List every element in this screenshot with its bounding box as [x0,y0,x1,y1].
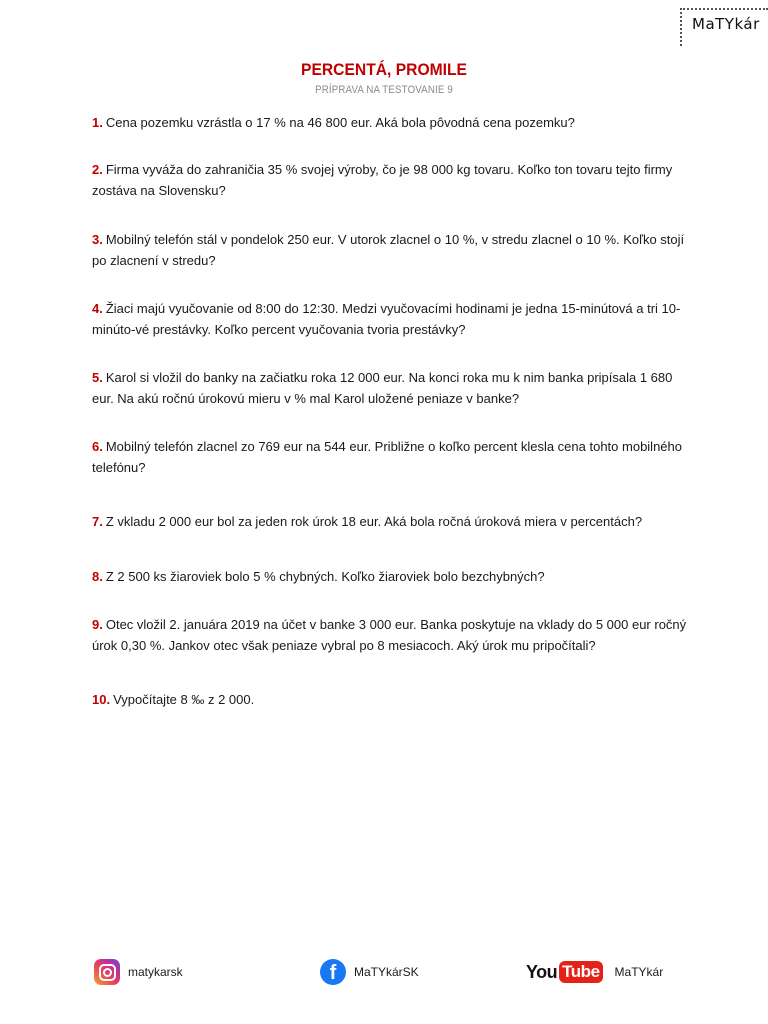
instagram-icon [94,959,120,985]
task-number: 7. [92,514,103,529]
task-item [92,229,692,271]
facebook-label: MaTYkárSK [354,965,419,979]
task-item [92,614,692,656]
youtube-link[interactable] [526,958,663,986]
task-number: 5. [92,370,103,385]
task-text: Karol si vložil do banky na začiatku roka 12 000 eur. Na konci roka mu k nim banka pripísala 1 680 eur. Na akú ročnú úrokovú mieru v % mal Karol uložené peniaze v banke? [92,370,673,406]
task-item [92,689,692,710]
instagram-label: matykarsk [128,965,183,979]
task-item [92,511,692,532]
task-number: 1. [92,115,103,130]
task-text: Otec vložil 2. januára 2019 na účet v banke 3 000 eur. Banka poskytuje na vklady do 5 000 eur ročný úrok 0,30 %. Jankov otec však peniaze vybral po 8 mesiacoch. Aký úrok mu pripočítali? [92,617,687,653]
task-item [92,436,692,478]
page-title: PERCENTÁ, PROMILE [301,60,467,79]
facebook-link[interactable] [320,958,419,986]
task-text: Vypočítajte 8 ‰ z 2 000. [113,692,255,707]
task-number: 3. [92,232,103,247]
task-number: 8. [92,569,103,584]
task-text: Mobilný telefón zlacnel zo 769 eur na 544 eur. Približne o koľko percent klesla cena tohto mobilného telefónu? [92,439,682,475]
task-number: 9. [92,617,103,632]
task-number: 4. [92,301,103,316]
task-item [92,367,692,409]
facebook-icon: f [320,959,346,985]
task-number: 6. [92,439,103,454]
youtube-label: MaTYkár [614,965,664,979]
task-item [92,298,692,340]
page-subtitle: PRÍPRAVA NA TESTOVANIE 9 [315,84,453,96]
task-item [92,566,692,587]
instagram-link[interactable] [94,958,183,986]
task-text: Cena pozemku vzrástla o 17 % na 46 800 eur. Aká bola pôvodná cena pozemku? [105,115,575,130]
task-number: 2. [92,162,103,177]
task-text: Firma vyváža do zahraničia 35 % svojej výroby, čo je 98 000 kg tovaru. Koľko ton tovaru tejto firmy zostáva na Slovensku? [92,162,673,198]
brand-logo: MaTYkár [692,15,760,33]
task-item [92,112,692,133]
task-text: Z 2 500 ks žiaroviek bolo 5 % chybných. Koľko žiaroviek bolo bezchybných? [105,569,545,584]
task-text: Mobilný telefón stál v pondelok 250 eur. V utorok zlacnel o 10 %, v stredu zlacnel o 10 %. Koľko stojí po zlacnení v stredu? [92,232,685,268]
task-number: 10. [92,692,111,707]
task-item [92,159,692,201]
task-text: Z vkladu 2 000 eur bol za jeden rok úrok 18 eur. Aká bola ročná úroková miera v percentách? [105,514,643,529]
youtube-logo: You Tube [526,961,603,983]
task-text: Žiaci majú vyučovanie od 8:00 do 12:30. Medzi vyučovacími hodinami je jedna 15-minútová a tri 10-minúto-vé prestávky. Koľko percent vyučovania tvoria prestávky? [92,301,681,337]
